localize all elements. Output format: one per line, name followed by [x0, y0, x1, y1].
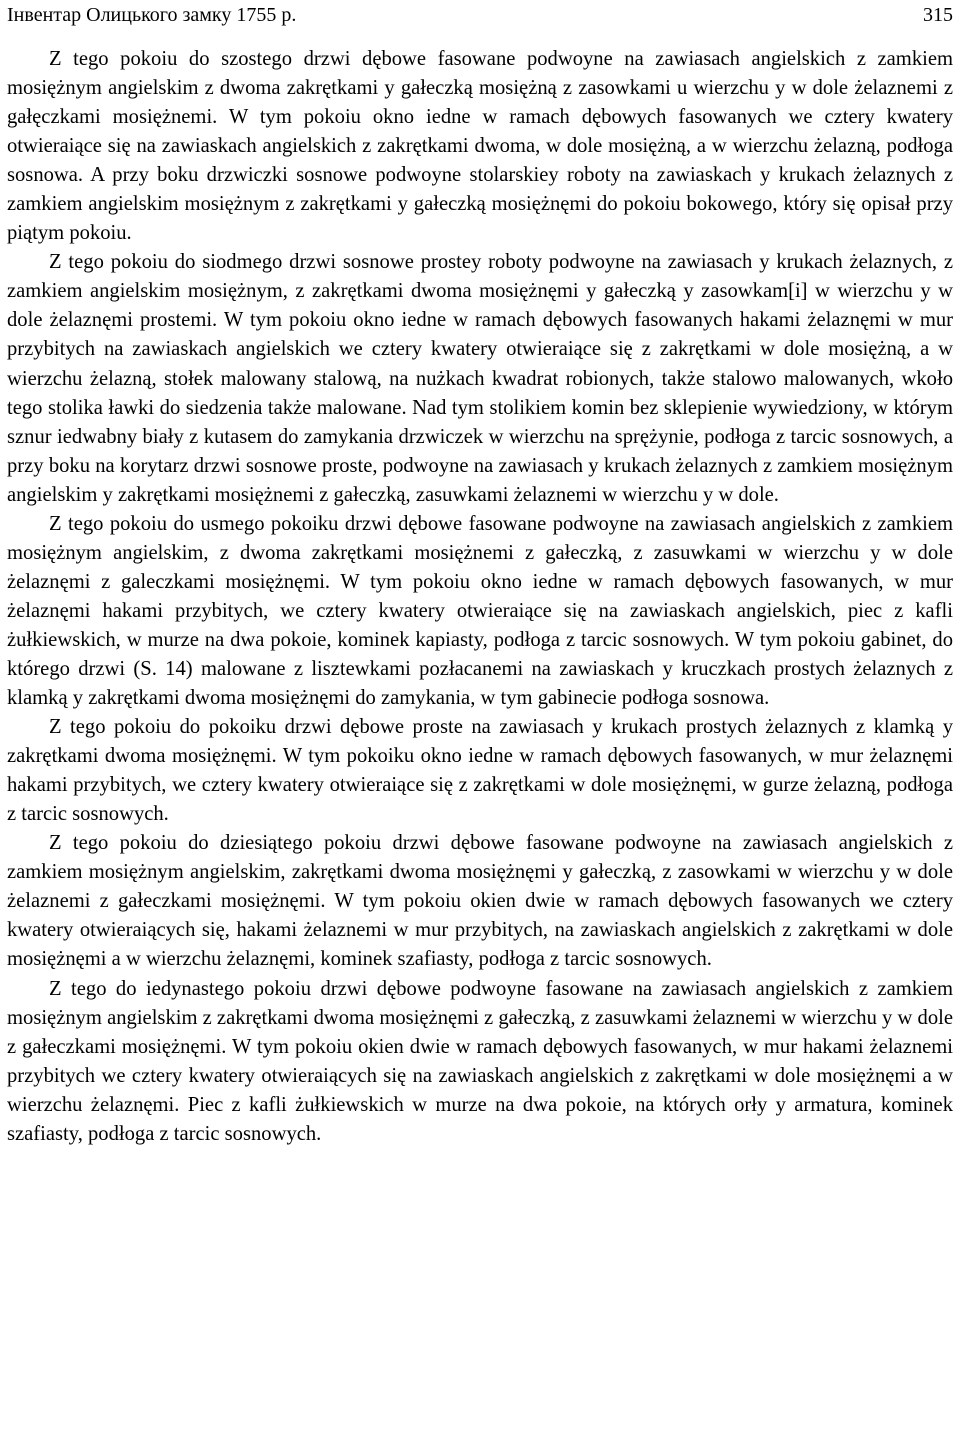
- paragraph-room-7: Z tego pokoiu do siodmego drzwi sosnowe prostey roboty podwoyne na zawiasach y krukach żelaznych, z zamkiem angielskim mosiężnym, z zakrętkami dwoma mosiężnęmi y gałeczką y zasowkam[i] w wierzchu y w dole żelaznęmi prostemi. W tym pokoiu okno iedne w ramach dębowych fasowanych hakami żelaznęmi w mur przybitych na zawiaskach angielskich we cztery kwatery otwieraiące się z zakrętkami w dole mosiężną, a w wierzchu żelazną, stołek malowany stalową, na nużkach kwadrat robionych, także stalowo malowanych, wkoło tego stolika ławki do siedzenia także malowane. Nad tym stolikiem komin bez sklepienie wywiedziony, w którym sznur iedwabny biały z kutasem do zamykania drzwiczek w wierzchu na sprężynie, podłoga z tarcic sosnowych, a przy boku na korytarz drzwi sosnowe proste, podwoyne na zawiasach y krukach żelaznych z zamkiem mosiężnym angielskim y zakrętkami mosiężnemi z gałeczką, zasuwkami żelaznemi w wierzchu y w dole.: [7, 251, 953, 506]
- page-number: 315: [923, 4, 953, 26]
- header-title: Інвентар Олицького замку 1755 р.: [7, 4, 297, 26]
- paragraph-room-10: Z tego pokoiu do dziesiątego pokoiu drzwi dębowe fasowane podwoyne na zawiasach angielskich z zamkiem mosiężnym angielskim, zakrętkami dwoma mosiężnęmi y gałeczką, z zasowkami w wierzchu y w dole żelaznemi z gałeczkami mosiężnęmi. W tym pokoiu okien dwie w ramach dębowych fasowanych we cztery kwatery otwieraiących się, hakami żelaznemi w mur przybitych, na zawiaskach angielskich z zakrętkami w dole mosiężnęmi a w wierzchu żelaznęmi, kominek szafiasty, podłoga z tarcic sosnowych.: [7, 832, 953, 971]
- paragraph-room-6: Z tego pokoiu do szostego drzwi dębowe fasowane podwoyne na zawiasach angielskich z zamkiem mosiężnym angielskim z dwoma zakrętkami y gałeczką mosiężną z zasowkami u wierzchu y w dole żelaznemi z gałęczkami mosiężnemi. W tym pokoiu okno iedne w ramach dębowych fasowanych we cztery kwatery otwieraiące się na zawiaskach angielskich z zakrętkami dwoma, w dole mosiężną, a w wierzchu żelazną, podłoga sosnowa. A przy boku drzwiczki sosnowe podwoyne stolarskiey roboty na zawiaskach y krukach żelaznych z zamkiem angielskim mosiężnym z zakrętkami y gałeczką mosiężnęmi do pokoiu bokowego, który się opisał przy piątym pokoiu.: [7, 48, 953, 245]
- body-text: [7, 45, 953, 1149]
- paragraph-room-11: Z tego do iedynastego pokoiu drzwi dębowe podwoyne fasowane na zawiasach angielskich z zamkiem mosiężnym angielskim z zakrętkami dwoma mosiężnęmi z gałeczką, z zasuwkami żelaznemi w wierzchu y w dole z gałeczkami mosiężnęmi. W tym pokoiu okien dwie w ramach dębowych fasowanych, w mur hakami żelaznemi przybitych we cztery kwatery otwieraiących się na zawiaskach angielskich z zakrętkami w dole mosiężnęmi a w wierzchu żelaznęmi. Piec z kafli żułkiewskich w murze na dwa pokoie, na których orły y armatura, kominek szafiasty, podłoga z tarcic sosnowych.: [7, 977, 953, 1145]
- paragraph-room-8: Z tego pokoiu do usmego pokoiku drzwi dębowe fasowane podwoyne na zawiasach angielskich z zamkiem mosiężnym angielskim, z dwoma zakrętkami mosiężnemi z gałeczką, z zasuwkami w wierzchu y w dole żelaznęmi z galeczkami mosiężnęmi. W tym pokoiu okno iedne w ramach dębowych fasowanych, w mur żelaznęmi hakami przybitych, we cztery kwatery otwieraiące się na zawiaskach angielskich, piec z kafli żułkiewskich, w murze na dwa pokoie, kominek kapiasty, podłoga z tarcic sosnowych. W tym pokoiu gabinet, do którego drzwi (S. 14) malowane z lisztewkami pozłacanemi na zawiaskach y kruczkach prostych żelaznych z klamką y zakrętkami dwoma mosiężnęmi do zamykania, w tym gabinecie podłoga sosnowa.: [7, 512, 953, 710]
- document-page: [7, 0, 953, 1149]
- paragraph-small-room: Z tego pokoiu do pokoiku drzwi dębowe proste na zawiasach y krukach prostych żelaznych z klamką y zakrętkami dwoma mosiężnęmi. W tym pokoiku okno iedne w ramach dębowych fasowanych, w mur żelaznęmi hakami przybitych, we cztery kwatery otwieraiące się z zakrętkami w dole mosiężnęmi, w gurze żelazną, podłoga z tarcic sosnowych.: [7, 716, 953, 826]
- running-header: [7, 0, 953, 30]
